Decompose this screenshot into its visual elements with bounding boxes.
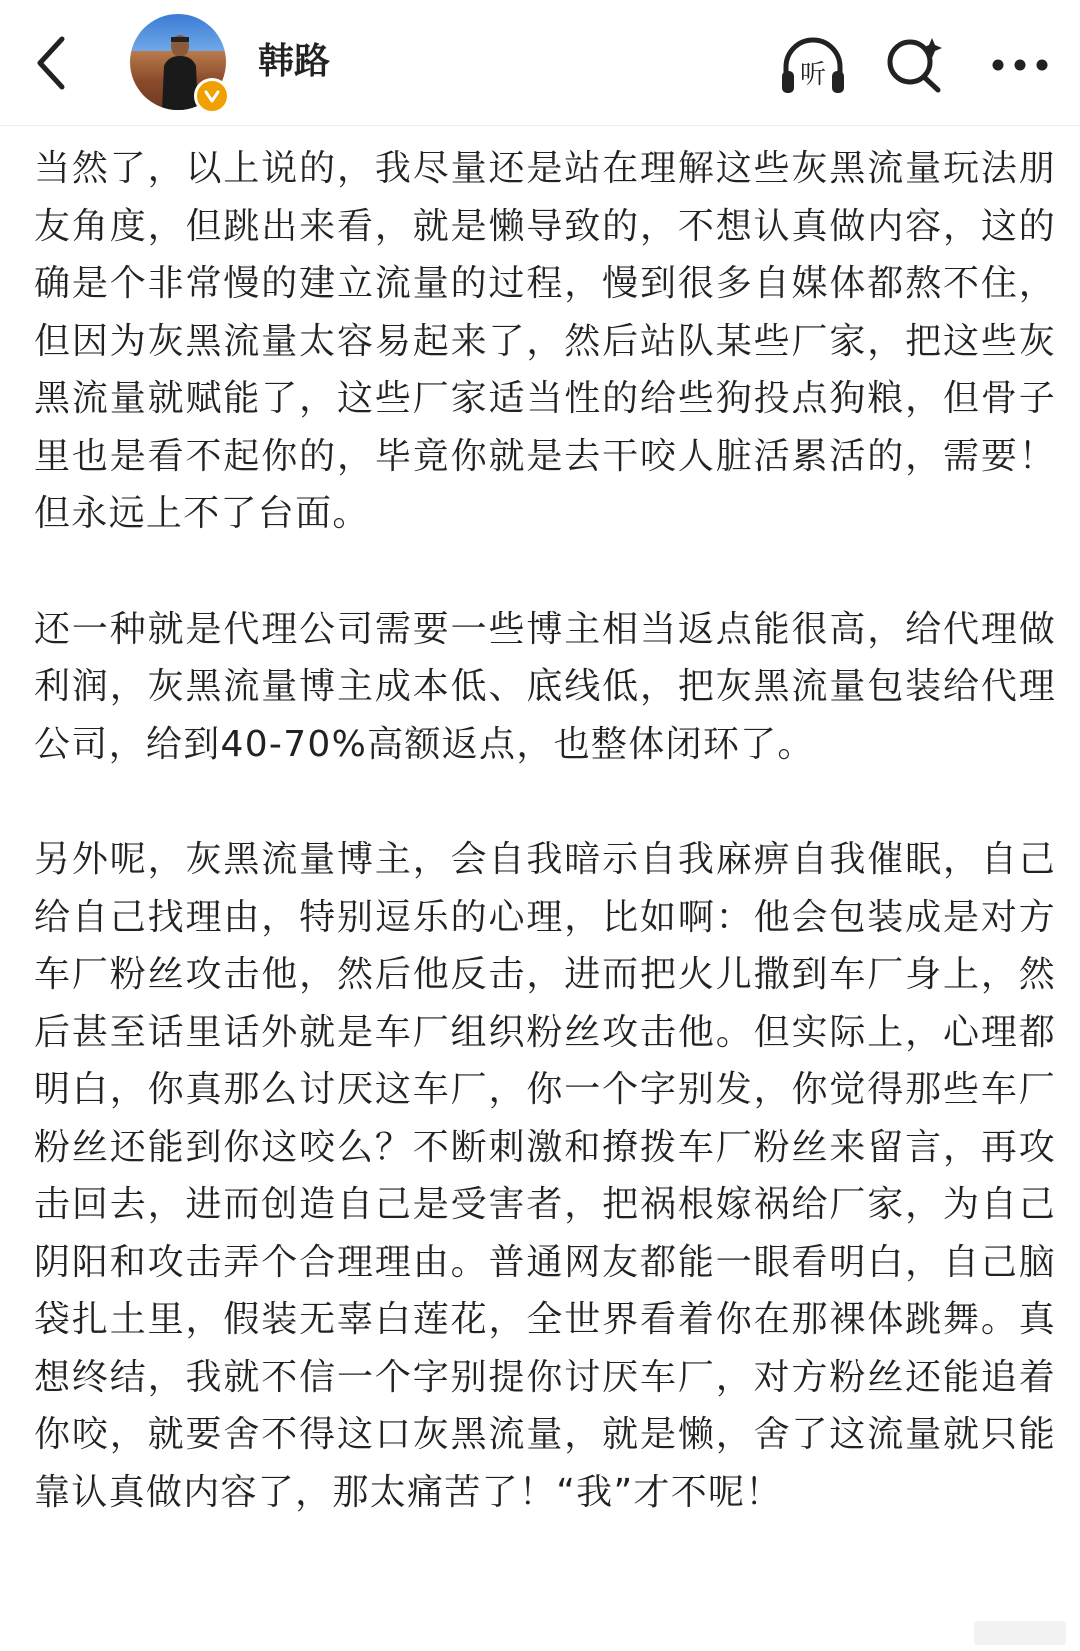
- post-paragraph-2: 还一种就是代理公司需要一些博主相当返点能很高，给代理做利润，灰黑流量博主成本低、底线低，把灰黑流量包装给代理公司，给到40-70%高额返点，也整体闭环了。: [34, 608, 1056, 765]
- chevron-left-icon: [32, 33, 72, 93]
- listen-label: 听: [799, 60, 827, 90]
- verified-v-icon: [203, 87, 221, 105]
- more-dots-icon: [989, 55, 1051, 75]
- username[interactable]: 韩路: [258, 41, 331, 82]
- post-paragraph-1: 当然了，以上说的，我尽量还是站在理解这些灰黑流量玩法朋友角度，但跳出来看，就是懒导致的，不想认真做内容，这的确是个非常慢的建立流量的过程，慢到很多自媒体都熬不住，但因为灰黑流量太容易起来了，然后站队某些厂家，把这些灰黑流量就赋能了，这些厂家适当性的给些狗投点狗粮，但骨子里也是看不起你的，毕竟你就是去干咬人脏活累活的，需要！但永远上不了台面。: [34, 148, 1056, 534]
- search-button[interactable]: [880, 30, 950, 100]
- search-icon: [884, 34, 946, 96]
- back-button[interactable]: [28, 28, 76, 98]
- headphones-icon: [778, 33, 848, 97]
- post-paragraph-3: 另外呢，灰黑流量博主，会自我暗示自我麻痹自我催眠，自己给自己找理由，特别逗乐的心理，比如啊：他会包装成是对方车厂粉丝攻击他，然后他反击，进而把火儿撒到车厂身上，然后甚至话里话外就是车厂组织粉丝攻击他。但实际上，心理都明白，你真那么讨厌这车厂，你一个字别发，你觉得那些车厂粉丝还能到你这咬么？不断刺激和撩拨车厂粉丝来留言，再攻击回去，进而创造自己是受害者，把祸根嫁祸给厂家，为自己阴阳和攻击弄个合理理由。普通网友都能一眼看明白，自己脑袋扎土里，假装无辜白莲花，全世界看着你在那裸体跳舞。真想终结，我就不信一个字别提你讨厌车厂，对方粉丝还能追着你咬，就要舍不得这口灰黑流量，就是懒，舍了这流量就只能靠认真做内容了，那太痛苦了！“我”才不呢！: [34, 839, 1056, 1513]
- listen-button[interactable]: [778, 30, 848, 100]
- watermark: [974, 1621, 1066, 1645]
- top-bar: [0, 0, 1080, 126]
- post-body: [34, 140, 1056, 1579]
- verified-badge: [194, 78, 230, 114]
- avatar[interactable]: [130, 14, 230, 114]
- more-button[interactable]: [985, 30, 1055, 100]
